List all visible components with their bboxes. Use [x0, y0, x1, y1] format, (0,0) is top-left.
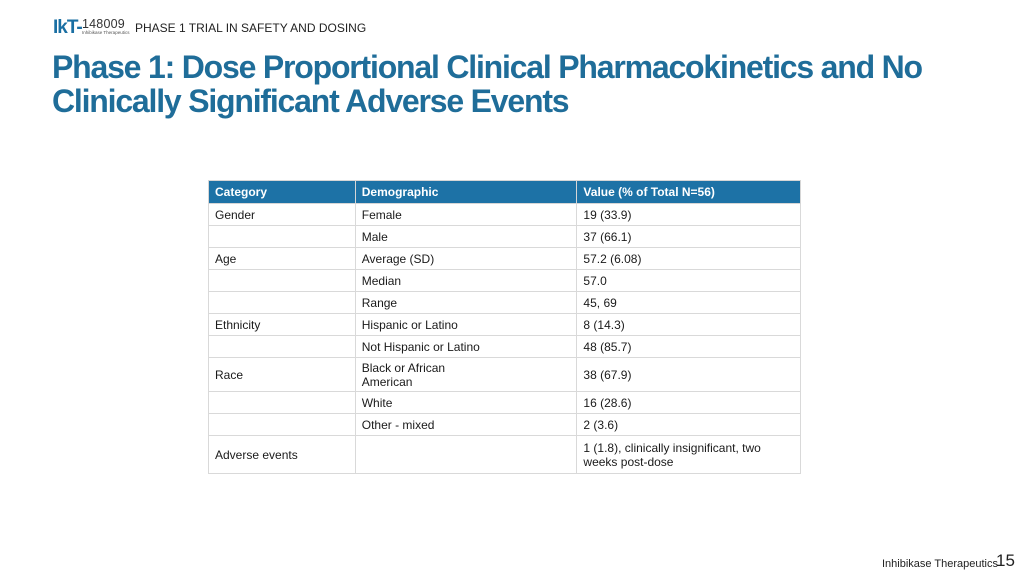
cell-demographic: Male [355, 226, 577, 248]
table-header-row [209, 181, 801, 204]
logo-number: 148009 [82, 17, 125, 31]
footer-company: Inhibikase Therapeutics [882, 558, 998, 570]
cell-demographic: White [355, 392, 577, 414]
logo-subtext: Inhibikase Therapeutics [82, 30, 130, 35]
cell-value: 37 (66.1) [577, 226, 801, 248]
table-row [209, 226, 801, 248]
cell-demographic-text: Black or African American [361, 360, 446, 389]
cell-value: 19 (33.9) [577, 204, 801, 226]
section-label: PHASE 1 TRIAL IN SAFETY AND DOSING [135, 21, 367, 35]
cell-category: Gender [209, 204, 356, 226]
cell-demographic: Median [355, 270, 577, 292]
title-line-1: Phase 1: Dose Proportional Clinical Pharmacokinetics and No [52, 49, 922, 85]
cell-category: Adverse events [209, 436, 356, 474]
slide-title [52, 50, 1012, 118]
table-row [209, 292, 801, 314]
cell-value: 38 (67.9) [577, 358, 801, 392]
title-line-2: Clinically Significant Adverse Events [52, 83, 569, 119]
page-number: 15 [996, 551, 1015, 570]
table-row [209, 270, 801, 292]
cell-value: 1 (1.8), clinically insignificant, two weeks post-dose [577, 436, 801, 474]
cell-category [209, 226, 356, 248]
table-row [209, 204, 801, 226]
cell-demographic [355, 436, 577, 474]
table-row [209, 336, 801, 358]
logo-mark: IkT- [53, 17, 82, 38]
cell-demographic: Average (SD) [355, 248, 577, 270]
table-row [209, 358, 801, 392]
header-demographic: Demographic [355, 181, 577, 204]
cell-demographic: Range [355, 292, 577, 314]
cell-value: 57.0 [577, 270, 801, 292]
cell-category: Age [209, 248, 356, 270]
cell-category: Ethnicity [209, 314, 356, 336]
cell-value: 48 (85.7) [577, 336, 801, 358]
cell-demographic: Hispanic or Latino [355, 314, 577, 336]
cell-category [209, 414, 356, 436]
table-row [209, 314, 801, 336]
cell-value: 45, 69 [577, 292, 801, 314]
cell-category [209, 270, 356, 292]
cell-category [209, 336, 356, 358]
table-row [209, 248, 801, 270]
cell-value: 16 (28.6) [577, 392, 801, 414]
cell-value: 8 (14.3) [577, 314, 801, 336]
cell-category: Race [209, 358, 356, 392]
demographics-table [208, 180, 801, 474]
cell-value: 2 (3.6) [577, 414, 801, 436]
table-row [209, 414, 801, 436]
header-value: Value (% of Total N=56) [577, 181, 801, 204]
cell-demographic [355, 358, 577, 392]
table-row [209, 436, 801, 474]
cell-demographic: Other - mixed [355, 414, 577, 436]
header-category: Category [209, 181, 356, 204]
cell-category [209, 292, 356, 314]
cell-category [209, 392, 356, 414]
cell-demographic: Female [355, 204, 577, 226]
cell-value: 57.2 (6.08) [577, 248, 801, 270]
table-row [209, 392, 801, 414]
cell-demographic: Not Hispanic or Latino [355, 336, 577, 358]
